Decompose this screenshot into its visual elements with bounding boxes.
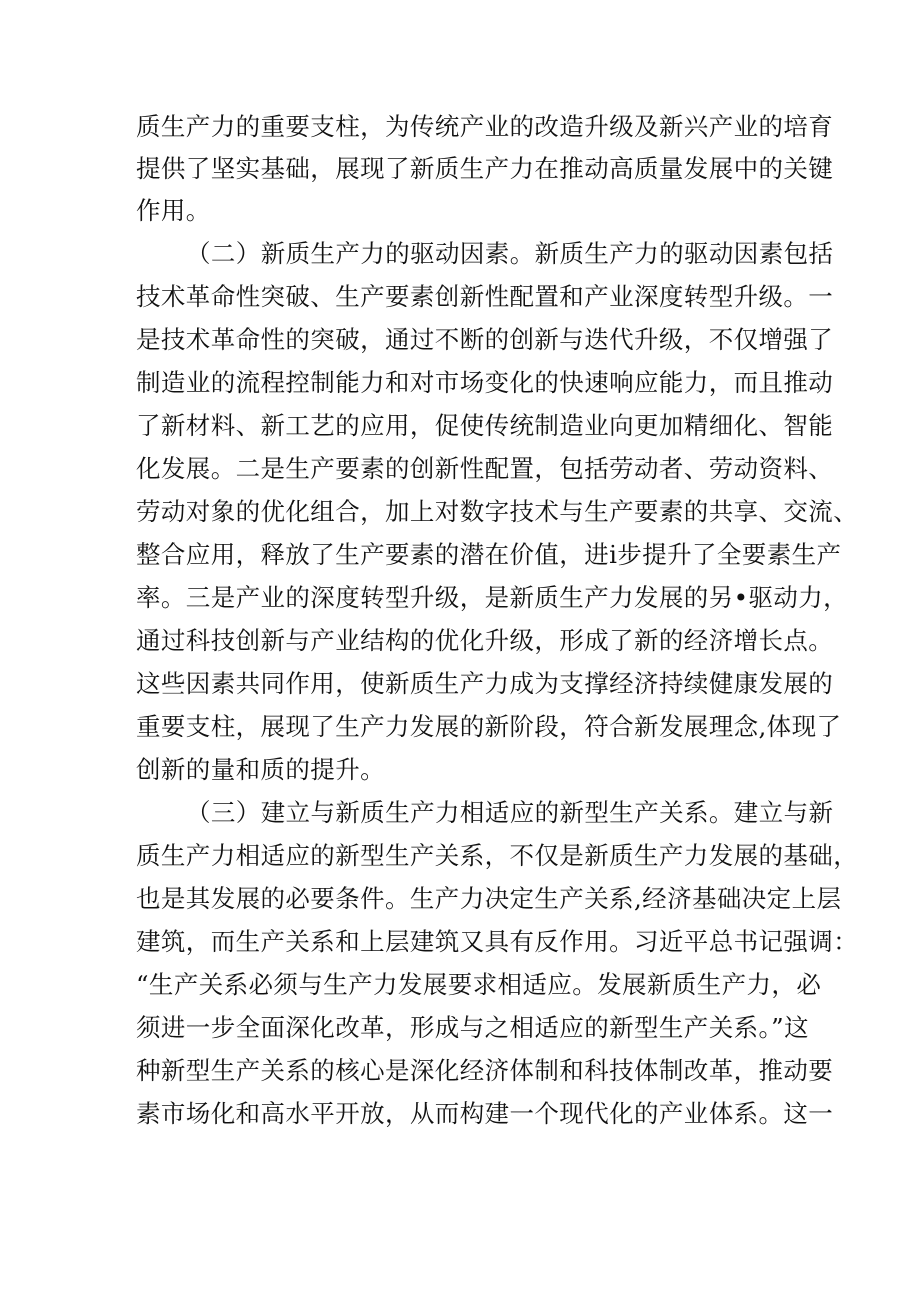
text-line: “生产关系必须与生产力发展要求相适应。发展新质生产力，必 — [136, 970, 822, 999]
text-line: 技术革命性突破、生产要素创新性配置和产业深度转型升级。一 — [136, 282, 834, 311]
text-line: 质生产力的重要支柱，为传统产业的改造升级及新兴产业的培育 — [136, 112, 834, 141]
text-line: 建筑，而生产关系和上层建筑又具有反作用。习近平总书记强调： — [136, 927, 859, 956]
text-line: 是技术革命性的突破，通过不断的创新与迭代升级，不仅增强了 — [136, 325, 834, 354]
text-line: 作用。 — [136, 196, 211, 225]
section-heading-2: （二）新质生产力的驱动因素。新质生产力的驱动因素包括 — [186, 239, 834, 268]
text-line: 种新型生产关系的核心是深化经济体制和科技体制改革，推动要 — [136, 1056, 834, 1085]
text-line: 率。三是产业的深度转型升级，是新质生产力发展的另•驱动力， — [136, 583, 849, 612]
text-line: 了新材料、新工艺的应用，促使传统制造业向更加精细化、智能 — [136, 411, 834, 440]
text-line: 质生产力相适应的新型生产关系，不仅是新质生产力发展的基础， — [136, 841, 859, 870]
text-line: 这些因素共同作用，使新质生产力成为支撑经济持续健康发展的 — [136, 669, 834, 698]
text-line: 整合应用，释放了生产要素的潜在价值，进i步提升了全要素生产 — [136, 540, 842, 569]
text-line: 化发展。二是生产要素的创新性配置，包括劳动者、劳动资料、 — [136, 454, 834, 483]
text-line: 重要支柱，展现了生产力发展的新阶段，符合新发展理念,体现了 — [136, 712, 842, 741]
text-line: 素市场化和高水平开放，从而构建一个现代化的产业体系。这一 — [136, 1099, 834, 1128]
text-line: 提供了坚实基础，展现了新质生产力在推动高质量发展中的关键 — [136, 154, 834, 183]
text-line: 创新的量和质的提升。 — [136, 755, 385, 784]
text-line: 须进一步全面深化改革，形成与之相适应的新型生产关系。”这 — [136, 1013, 809, 1042]
text-line: 制造业的流程控制能力和对市场变化的快速响应能力，而且推动 — [136, 368, 834, 397]
text-line: 劳动对象的优化组合，加上对数字技术与生产要素的共享、交流、 — [136, 497, 859, 526]
text-line: 通过科技创新与产业结构的优化升级，形成了新的经济增长点。 — [136, 626, 834, 655]
text-line: 也是其发展的必要条件。生产力决定生产关系,经济基础决定上层 — [136, 884, 842, 913]
section-heading-3: （三）建立与新质生产力相适应的新型生产关系。建立与新 — [186, 798, 834, 827]
